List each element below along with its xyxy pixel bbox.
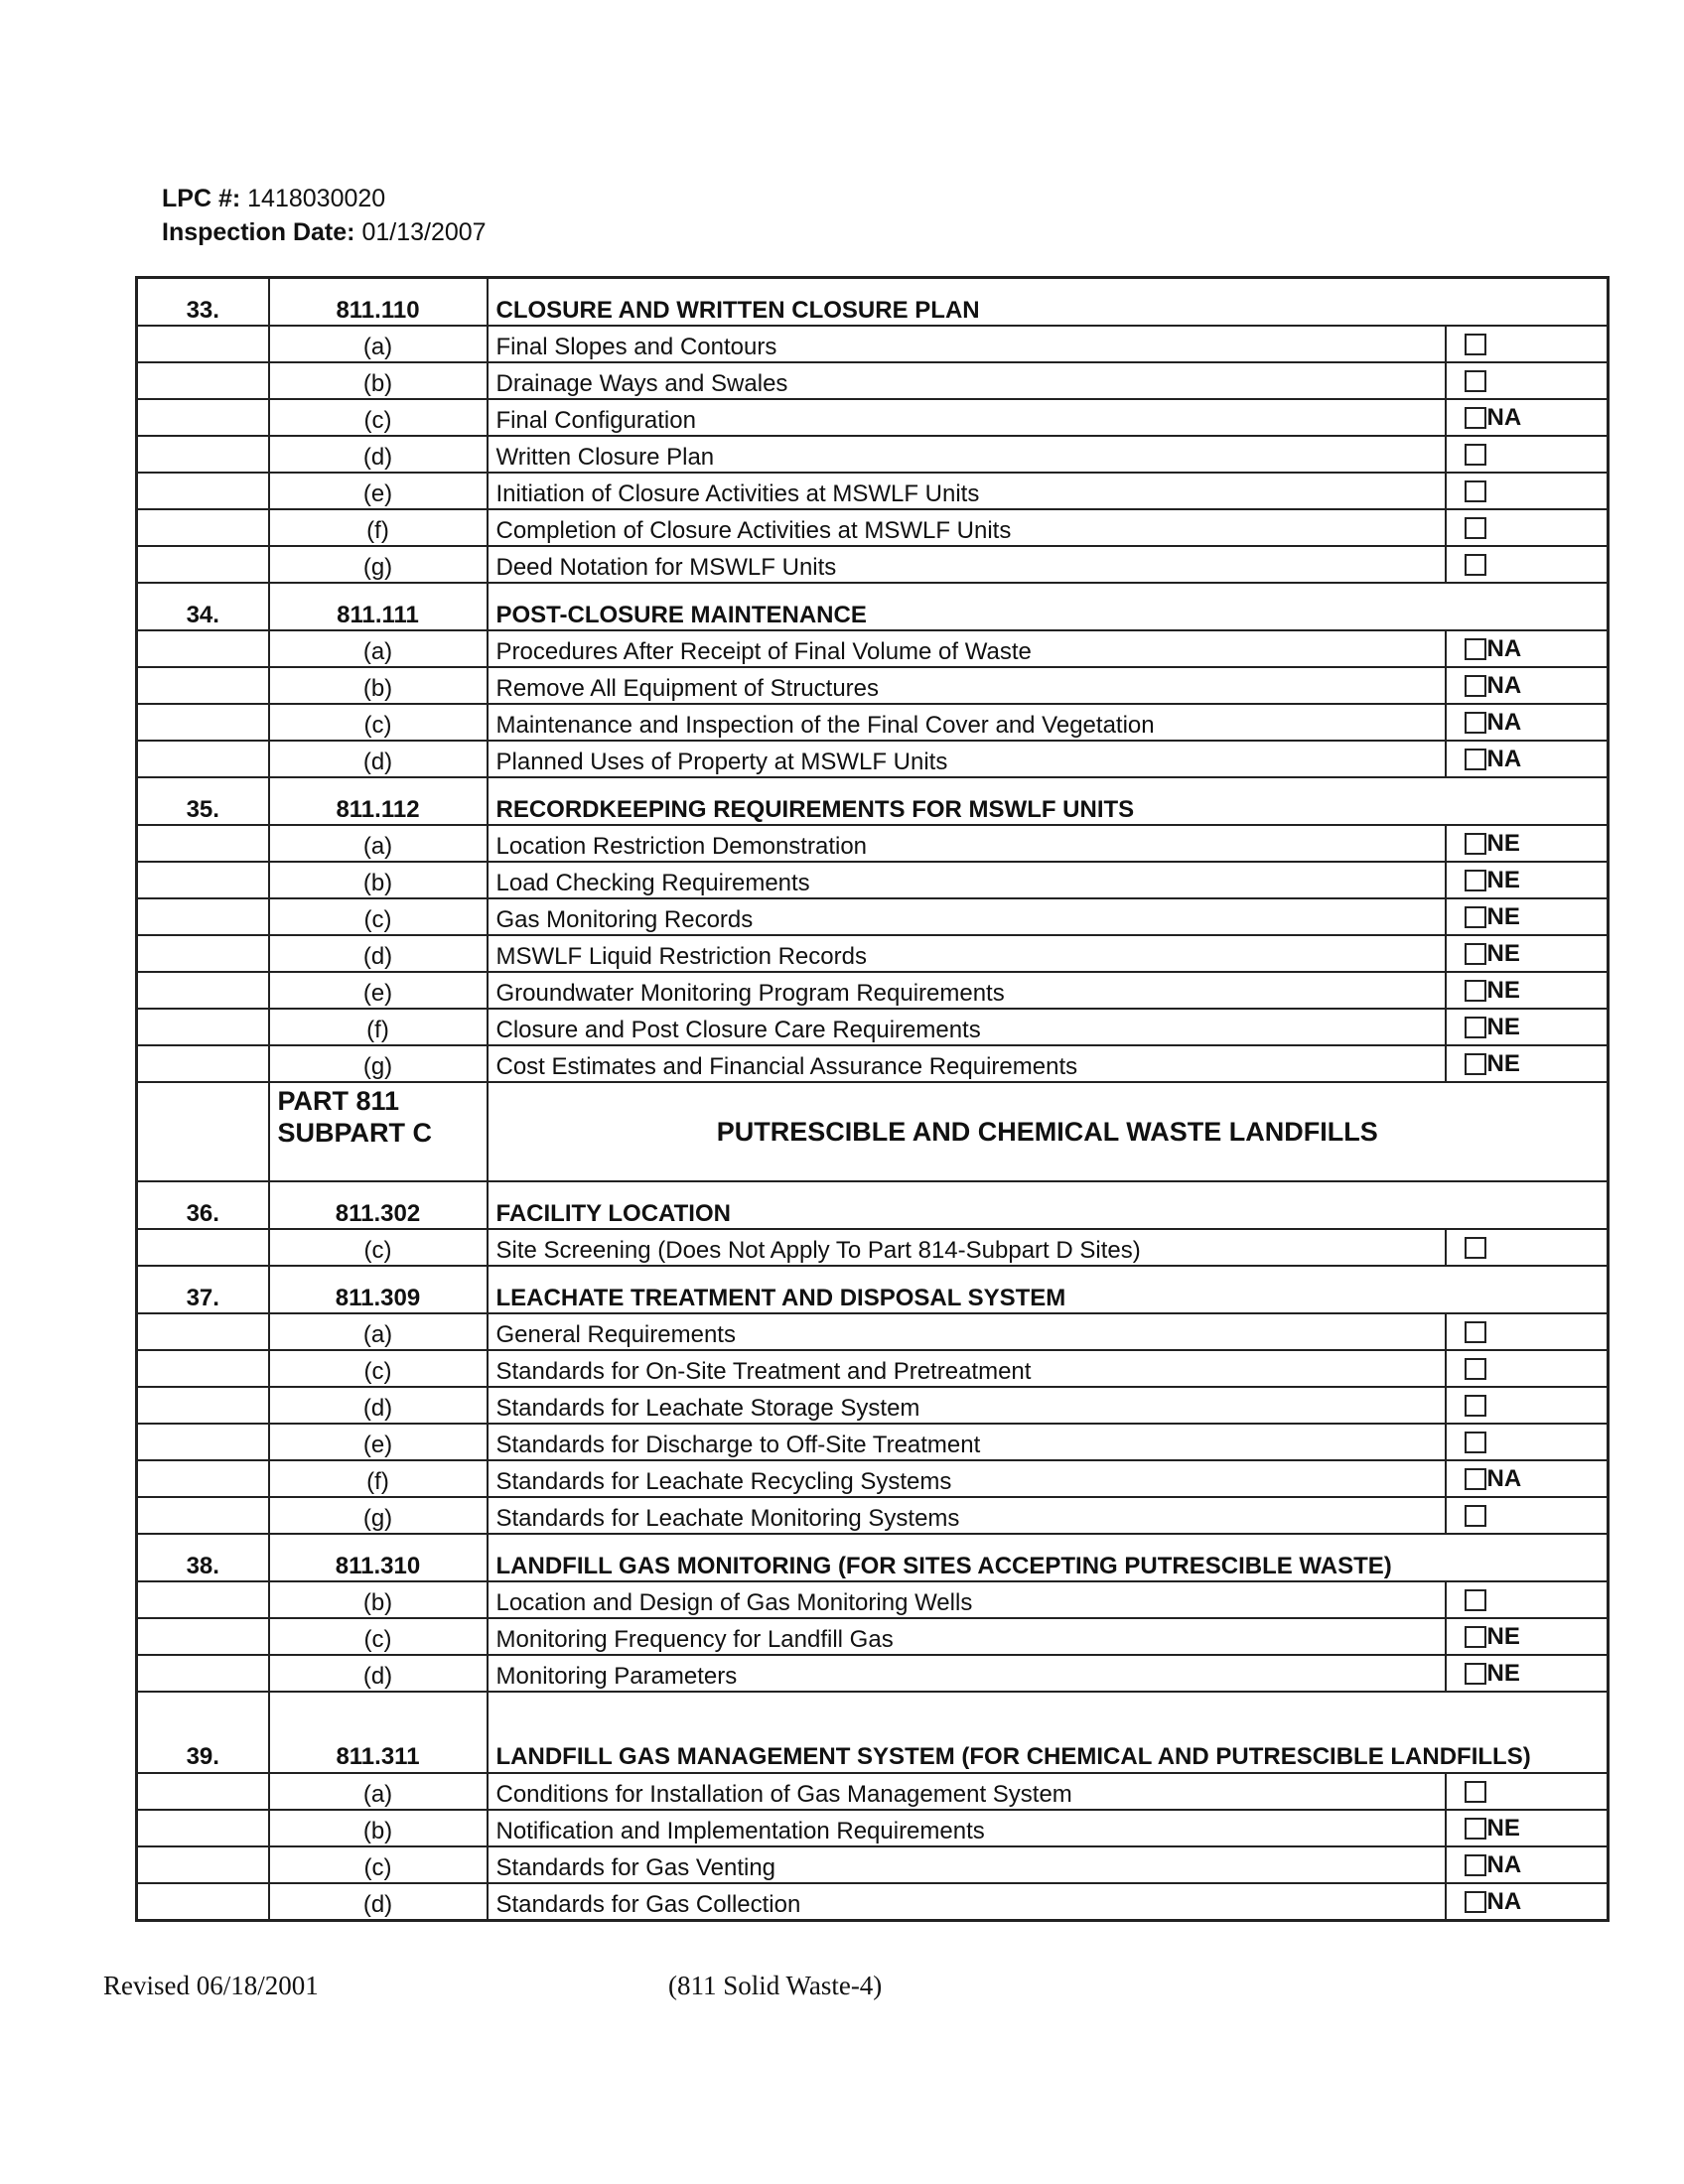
item-description: General Requirements [488,1313,1446,1350]
item-subsection: (d) [269,436,488,473]
lpc-label: LPC #: [162,185,241,212]
checklist-item-row [137,399,1609,436]
item-subsection: (d) [269,1387,488,1424]
checklist-item-row [137,1350,1609,1387]
checklist-item-row [137,362,1609,399]
item-description: Standards for Gas Collection [488,1883,1446,1921]
lpc-value: 1418030020 [247,185,386,212]
item-description: MSWLF Liquid Restriction Records [488,935,1446,972]
item-status-cell [1446,667,1609,704]
section-header-row [137,278,1609,327]
revised-date: Revised 06/18/2001 [103,1971,319,2000]
section-title: LANDFILL GAS MONITORING (FOR SITES ACCEPTING PUTRESCIBLE WASTE) [488,1534,1609,1581]
item-num-cell [137,1387,269,1424]
item-description: Load Checking Requirements [488,862,1446,898]
status-code: NA [1486,634,1522,662]
section-title: LEACHATE TREATMENT AND DISPOSAL SYSTEM [488,1266,1609,1313]
checklist-item-row [137,630,1609,667]
item-subsection: (a) [269,825,488,862]
item-num-cell [137,326,269,362]
item-num-cell [137,546,269,583]
checklist-item-row [137,473,1609,509]
item-status-cell [1446,1810,1609,1846]
checklist-item-row [137,667,1609,704]
item-status-cell [1446,972,1609,1009]
item-status-cell [1446,935,1609,972]
item-description: Standards for Leachate Recycling Systems [488,1460,1446,1497]
section-title: RECORDKEEPING REQUIREMENTS FOR MSWLF UNITS [488,777,1609,825]
status-code: NA [1486,745,1522,772]
status-checkbox[interactable] [1465,749,1486,770]
item-subsection: (b) [269,667,488,704]
status-checkbox[interactable] [1465,943,1486,965]
checklist-item-row [137,704,1609,741]
item-description: Standards for Leachate Storage System [488,1387,1446,1424]
item-num-cell [137,704,269,741]
section-header-row [137,1692,1609,1773]
checklist-item-row [137,1883,1609,1921]
checklist-item-row [137,935,1609,972]
checklist-item-row [137,1497,1609,1534]
item-num-cell [137,630,269,667]
checklist-item-row [137,1655,1609,1692]
item-status-cell [1446,1350,1609,1387]
status-checkbox[interactable] [1465,517,1486,539]
section-title: POST-CLOSURE MAINTENANCE [488,583,1609,630]
item-description: Standards for On-Site Treatment and Pretreatment [488,1350,1446,1387]
status-checkbox[interactable] [1465,1626,1486,1648]
section-code: 811.309 [269,1266,488,1313]
item-status-cell [1446,1655,1609,1692]
item-num-cell [137,862,269,898]
status-code: NE [1486,1049,1520,1077]
status-checkbox[interactable] [1465,638,1486,660]
status-code: NA [1486,1887,1522,1915]
item-status-cell [1446,546,1609,583]
status-checkbox[interactable] [1465,480,1486,502]
item-subsection: (c) [269,1229,488,1266]
status-checkbox[interactable] [1465,1663,1486,1685]
item-num-cell [137,399,269,436]
item-subsection: (c) [269,1350,488,1387]
item-description: Procedures After Receipt of Final Volume of Waste [488,630,1446,667]
status-code: NA [1486,1850,1522,1878]
status-checkbox[interactable] [1465,1468,1486,1490]
item-status-cell [1446,1045,1609,1082]
status-checkbox[interactable] [1465,980,1486,1002]
checklist-item-row [137,1045,1609,1082]
item-status-cell [1446,898,1609,935]
item-num-cell [137,1846,269,1883]
section-number: 36. [137,1181,269,1229]
status-checkbox[interactable] [1465,1854,1486,1876]
section-number: 35. [137,777,269,825]
item-subsection: (g) [269,1045,488,1082]
item-subsection: (a) [269,1313,488,1350]
item-status-cell [1446,509,1609,546]
status-code: NA [1486,1464,1522,1492]
item-num-cell [137,1009,269,1045]
checklist-item-row [137,509,1609,546]
checklist-item-row [137,546,1609,583]
item-num-cell [137,1618,269,1655]
item-description: Location Restriction Demonstration [488,825,1446,862]
status-code: NA [1486,708,1522,736]
section-header-row [137,583,1609,630]
status-checkbox[interactable] [1465,675,1486,697]
checklist-item-row [137,1229,1609,1266]
item-status-cell [1446,1229,1609,1266]
item-description: Groundwater Monitoring Program Requirements [488,972,1446,1009]
status-code: NE [1486,1622,1520,1650]
item-description: Planned Uses of Property at MSWLF Units [488,741,1446,777]
item-description: Maintenance and Inspection of the Final Cover and Vegetation [488,704,1446,741]
item-status-cell [1446,1846,1609,1883]
section-number: 39. [137,1692,269,1773]
item-description: Written Closure Plan [488,436,1446,473]
section-number: 37. [137,1266,269,1313]
item-subsection: (f) [269,509,488,546]
status-checkbox[interactable] [1465,1237,1486,1259]
item-num-cell [137,825,269,862]
item-num-cell [137,1313,269,1350]
inspection-date-value: 01/13/2007 [361,218,487,246]
item-subsection: (b) [269,1810,488,1846]
item-subsection: (a) [269,630,488,667]
status-code: NE [1486,902,1520,930]
item-status-cell [1446,630,1609,667]
item-subsection: (a) [269,1773,488,1810]
item-status-cell [1446,1313,1609,1350]
item-subsection: (f) [269,1460,488,1497]
item-description: Monitoring Frequency for Landfill Gas [488,1618,1446,1655]
status-checkbox[interactable] [1465,1891,1486,1913]
item-subsection: (c) [269,898,488,935]
item-num-cell [137,1045,269,1082]
section-header-row [137,1181,1609,1229]
item-num-cell [137,1883,269,1921]
checklist-item-row [137,825,1609,862]
item-status-cell [1446,704,1609,741]
checklist-item-row [137,1387,1609,1424]
section-code: 811.310 [269,1534,488,1581]
status-checkbox[interactable] [1465,1395,1486,1417]
status-checkbox[interactable] [1465,1818,1486,1840]
item-num-cell [137,1350,269,1387]
item-description: Cost Estimates and Financial Assurance Requirements [488,1045,1446,1082]
item-subsection: (a) [269,326,488,362]
status-code: NE [1486,829,1520,857]
part-code: PART 811 SUBPART C [269,1082,488,1181]
item-subsection: (e) [269,1424,488,1460]
item-status-cell [1446,1424,1609,1460]
status-checkbox[interactable] [1465,1321,1486,1343]
item-description: Closure and Post Closure Care Requirements [488,1009,1446,1045]
item-status-cell [1446,1497,1609,1534]
item-num-cell [137,1460,269,1497]
item-description: Final Configuration [488,399,1446,436]
item-num-cell [137,436,269,473]
item-description: Standards for Leachate Monitoring Systems [488,1497,1446,1534]
item-status-cell [1446,1618,1609,1655]
status-code: NE [1486,1814,1520,1842]
status-checkbox[interactable] [1465,1432,1486,1453]
item-description: Completion of Closure Activities at MSWLF Units [488,509,1446,546]
checklist-item-row [137,741,1609,777]
item-subsection: (g) [269,546,488,583]
checklist-item-row [137,326,1609,362]
status-checkbox[interactable] [1465,906,1486,928]
document-header [162,182,487,249]
item-description: Standards for Gas Venting [488,1846,1446,1883]
status-code: NE [1486,939,1520,967]
status-checkbox[interactable] [1465,1505,1486,1527]
page-reference: (811 Solid Waste-4) [668,1971,883,2000]
item-num-cell [137,898,269,935]
checklist-item-row [137,862,1609,898]
item-subsection: (b) [269,862,488,898]
item-subsection: (g) [269,1497,488,1534]
status-checkbox[interactable] [1465,870,1486,891]
item-num-cell [137,1229,269,1266]
item-num-cell [137,1581,269,1618]
item-num-cell [137,935,269,972]
item-status-cell [1446,362,1609,399]
item-description: Site Screening (Does Not Apply To Part 814-Subpart D Sites) [488,1229,1446,1266]
item-status-cell [1446,1883,1609,1921]
item-num-cell [137,473,269,509]
checklist-item-row [137,1846,1609,1883]
checklist-item-row [137,1618,1609,1655]
section-code: 811.111 [269,583,488,630]
section-number: 33. [137,278,269,327]
item-num-cell [137,1655,269,1692]
status-checkbox[interactable] [1465,1589,1486,1611]
status-code: NE [1486,1013,1520,1040]
item-status-cell [1446,1460,1609,1497]
item-num-cell [137,1810,269,1846]
item-num-cell [137,667,269,704]
item-subsection: (d) [269,1655,488,1692]
part-title: PUTRESCIBLE AND CHEMICAL WASTE LANDFILLS [488,1082,1609,1181]
status-code: NA [1486,403,1522,431]
item-description: Deed Notation for MSWLF Units [488,546,1446,583]
inspection-date-label: Inspection Date: [162,218,355,246]
item-subsection: (d) [269,741,488,777]
item-status-cell [1446,741,1609,777]
status-checkbox[interactable] [1465,1053,1486,1075]
section-number: 38. [137,1534,269,1581]
part-num-cell [137,1082,269,1181]
checklist-item-row [137,1460,1609,1497]
inspection-checklist-table [135,276,1610,1922]
item-num-cell [137,741,269,777]
inspection-date-line [162,215,487,249]
checklist-item-row [137,898,1609,935]
section-number: 34. [137,583,269,630]
item-status-cell [1446,399,1609,436]
part-header-row [137,1082,1609,1181]
item-description: Notification and Implementation Requirements [488,1810,1446,1846]
section-title: LANDFILL GAS MANAGEMENT SYSTEM (FOR CHEMICAL AND PUTRESCIBLE LANDFILLS) [488,1692,1609,1773]
status-code: NE [1486,866,1520,893]
item-status-cell [1446,473,1609,509]
status-checkbox[interactable] [1465,712,1486,734]
section-code: 811.112 [269,777,488,825]
item-num-cell [137,1497,269,1534]
section-code: 811.302 [269,1181,488,1229]
item-status-cell [1446,436,1609,473]
item-subsection: (b) [269,362,488,399]
status-code: NA [1486,671,1522,699]
checklist-item-row [137,1581,1609,1618]
item-num-cell [137,362,269,399]
item-num-cell [137,509,269,546]
status-checkbox[interactable] [1465,1781,1486,1803]
checklist-item-row [137,1313,1609,1350]
item-num-cell [137,1773,269,1810]
section-title: CLOSURE AND WRITTEN CLOSURE PLAN [488,278,1609,327]
section-title: FACILITY LOCATION [488,1181,1609,1229]
status-checkbox[interactable] [1465,407,1486,429]
status-checkbox[interactable] [1465,1358,1486,1380]
checklist-item-row [137,1009,1609,1045]
item-subsection: (f) [269,1009,488,1045]
status-checkbox[interactable] [1465,370,1486,392]
item-description: Drainage Ways and Swales [488,362,1446,399]
checklist-item-row [137,1810,1609,1846]
lpc-line [162,182,487,215]
item-num-cell [137,1424,269,1460]
item-subsection: (d) [269,935,488,972]
status-code: NE [1486,976,1520,1004]
item-status-cell [1446,1581,1609,1618]
status-checkbox[interactable] [1465,833,1486,855]
item-description: Final Slopes and Contours [488,326,1446,362]
item-status-cell [1446,1009,1609,1045]
item-subsection: (c) [269,1618,488,1655]
item-description: Monitoring Parameters [488,1655,1446,1692]
item-status-cell [1446,825,1609,862]
checklist-item-row [137,972,1609,1009]
item-subsection: (e) [269,972,488,1009]
item-description: Conditions for Installation of Gas Management System [488,1773,1446,1810]
item-subsection: (d) [269,1883,488,1921]
item-num-cell [137,972,269,1009]
checklist-item-row [137,1773,1609,1810]
item-description: Location and Design of Gas Monitoring Wells [488,1581,1446,1618]
section-code: 811.110 [269,278,488,327]
item-status-cell [1446,1387,1609,1424]
status-code: NE [1486,1659,1520,1687]
checklist-item-row [137,1424,1609,1460]
item-subsection: (b) [269,1581,488,1618]
item-status-cell [1446,1773,1609,1810]
item-subsection: (c) [269,704,488,741]
item-description: Standards for Discharge to Off-Site Treatment [488,1424,1446,1460]
item-status-cell [1446,326,1609,362]
item-subsection: (c) [269,1846,488,1883]
item-subsection: (e) [269,473,488,509]
checklist-item-row [137,436,1609,473]
status-checkbox[interactable] [1465,334,1486,355]
section-header-row [137,1266,1609,1313]
section-header-row [137,1534,1609,1581]
item-subsection: (c) [269,399,488,436]
item-description: Initiation of Closure Activities at MSWLF Units [488,473,1446,509]
item-description: Remove All Equipment of Structures [488,667,1446,704]
status-checkbox[interactable] [1465,1017,1486,1038]
section-header-row [137,777,1609,825]
status-checkbox[interactable] [1465,444,1486,466]
item-description: Gas Monitoring Records [488,898,1446,935]
status-checkbox[interactable] [1465,554,1486,576]
item-status-cell [1446,862,1609,898]
section-code: 811.311 [269,1692,488,1773]
